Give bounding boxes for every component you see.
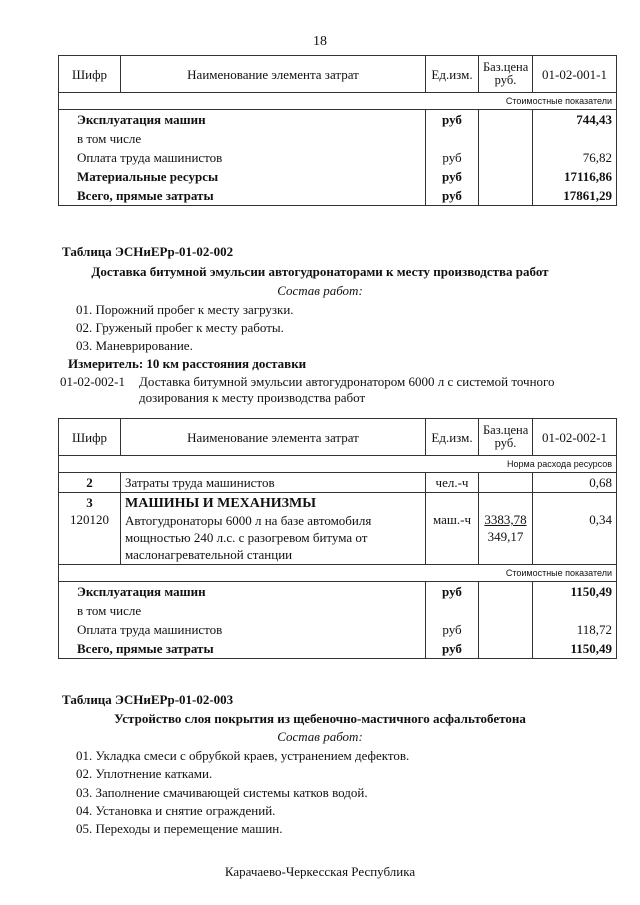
header-price: Баз.цена руб. [479, 56, 533, 93]
entry-code: 01-02-002-1 [60, 374, 125, 389]
table-row: Всего, прямые затраты руб 1150,49 [59, 639, 617, 659]
work-item: 05. Переходы и перемещение машин. [76, 821, 283, 836]
table-title-3: Таблица ЭСНиЕРр-01-02-003 [62, 692, 234, 707]
page-number: 18 [313, 34, 327, 49]
table-row: Эксплуатация машин руб 744,43 [59, 110, 617, 130]
work-item: 01. Укладка смеси с обрубкой краев, устранением дефектов. [76, 748, 410, 763]
section-title-2: Доставка битумной эмульсии автогудронаторами к месту производства работ [91, 264, 549, 279]
header-unit: Ед.изм. [426, 419, 479, 456]
entry-text: Доставка битумной эмульсии автогудронатором 6000 л с системой точного [139, 374, 555, 389]
header-code: Шифр [59, 56, 121, 93]
table-row: в том числе [59, 601, 617, 620]
composition-label-2: Состав работ: [277, 283, 363, 298]
table-1 [58, 55, 617, 206]
work-item: 03. Маневрирование. [76, 338, 193, 353]
table-title-2: Таблица ЭСНиЕРр-01-02-002 [62, 244, 234, 259]
table-header [59, 419, 617, 456]
work-item: 03. Заполнение смачивающей системы катков водой. [76, 785, 368, 800]
meter: Измеритель: 10 км расстояния доставки [68, 356, 307, 371]
table-row: в том числе [59, 129, 617, 148]
section-title-3: Устройство слоя покрытия из щебеночно-мастичного асфальтобетона [114, 711, 526, 726]
entry-text-2: дозирования к месту производства работ [139, 390, 366, 405]
section-label: Стоимостные показатели [59, 565, 617, 582]
table-header [59, 56, 617, 93]
header-name: Наименование элемента затрат [121, 419, 426, 456]
work-item: 01. Порожний пробег к месту загрузки. [76, 302, 294, 317]
work-item: 02. Груженый пробег к месту работы. [76, 320, 284, 335]
header-unit: Ед.изм. [426, 56, 479, 93]
header-name: Наименование элемента затрат [121, 56, 426, 93]
footer: Карачаево-Черкесская Республика [224, 864, 416, 879]
table-row: Эксплуатация машин руб 1150,49 [59, 582, 617, 602]
table-row: 3 120120 МАШИНЫ И МЕХАНИЗМЫ Автогудронаторы 6000 л на базе автомобиля мощностью 240 л.с. с разогревом битума от маслонагревательной станции маш.-ч 3383,78 349,17 0,34 [59, 493, 617, 565]
header-col-code: 01-02-001-1 [533, 56, 617, 93]
header-price: Баз.цена руб. [479, 419, 533, 456]
section-label: Стоимостные показатели [59, 93, 617, 110]
table-2 [58, 418, 617, 659]
work-item: 04. Установка и снятие ограждений. [76, 803, 276, 818]
table-row: 2 Затраты труда машинистов чел.-ч 0,68 [59, 473, 617, 493]
table-row: Всего, прямые затраты руб 17861,29 [59, 186, 617, 206]
table-row: Оплата труда машинистов руб 76,82 [59, 148, 617, 167]
header-col-code: 01-02-002-1 [533, 419, 617, 456]
table-row: Оплата труда машинистов руб 118,72 [59, 620, 617, 639]
table-row: Материальные ресурсы руб 17116,86 [59, 167, 617, 186]
section-label: Норма расхода ресурсов [59, 456, 617, 473]
header-code: Шифр [59, 419, 121, 456]
composition-label-3: Состав работ: [277, 729, 363, 744]
work-item: 02. Уплотнение катками. [76, 766, 213, 781]
